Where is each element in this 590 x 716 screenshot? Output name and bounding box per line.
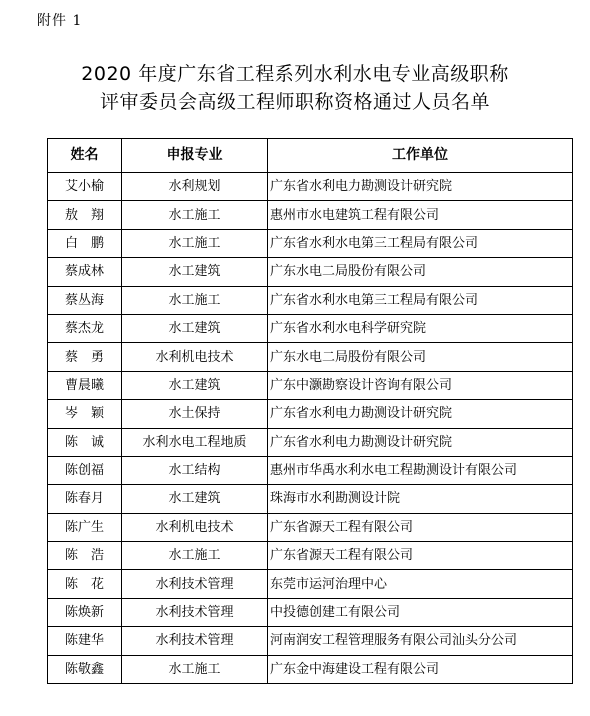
table-row [48, 314, 573, 342]
cell-unit: 东莞市运河治理中心 [268, 570, 573, 598]
cell-major: 水工施工 [122, 655, 268, 683]
cell-major: 水工建筑 [122, 371, 268, 399]
cell-unit: 河南润安工程管理服务有限公司汕头分公司 [268, 627, 573, 655]
cell-unit: 广东省源天工程有限公司 [268, 513, 573, 541]
approved-personnel-table [47, 138, 573, 684]
attachment-label: 附件 1 [37, 13, 83, 29]
cell-unit: 广东省源天工程有限公司 [268, 542, 573, 570]
header-row [48, 139, 573, 173]
cell-major: 水工施工 [122, 229, 268, 257]
cell-name: 蔡成林 [48, 258, 122, 286]
cell-major: 水利机电技术 [122, 343, 268, 371]
cell-unit: 广东省水利电力勘测设计研究院 [268, 400, 573, 428]
cell-major: 水工结构 [122, 456, 268, 484]
table-row [48, 655, 573, 683]
cell-name: 陈敬鑫 [48, 655, 122, 683]
cell-name: 陈焕新 [48, 598, 122, 626]
cell-unit: 广东省水利电力勘测设计研究院 [268, 428, 573, 456]
cell-unit: 广东水电二局股份有限公司 [268, 258, 573, 286]
document-title-line1: 2020 年度广东省工程系列水利水电专业高级职称 [81, 63, 509, 85]
cell-name: 陈创福 [48, 456, 122, 484]
table-row [48, 371, 573, 399]
table-row [48, 627, 573, 655]
table-row [48, 400, 573, 428]
cell-name: 陈 诚 [48, 428, 122, 456]
table-row [48, 485, 573, 513]
cell-name: 敖 翔 [48, 201, 122, 229]
cell-unit: 中投德创建工有限公司 [268, 598, 573, 626]
cell-name: 陈 花 [48, 570, 122, 598]
table-row [48, 229, 573, 257]
cell-major: 水利规划 [122, 173, 268, 201]
cell-name: 蔡 勇 [48, 343, 122, 371]
cell-name: 陈春月 [48, 485, 122, 513]
cell-major: 水工建筑 [122, 485, 268, 513]
table-row [48, 343, 573, 371]
cell-name: 白 鹏 [48, 229, 122, 257]
cell-major: 水利技术管理 [122, 598, 268, 626]
cell-name: 蔡杰龙 [48, 314, 122, 342]
table-row [48, 542, 573, 570]
cell-unit: 珠海市水利勘测设计院 [268, 485, 573, 513]
cell-unit: 惠州市水电建筑工程有限公司 [268, 201, 573, 229]
cell-major: 水工施工 [122, 286, 268, 314]
cell-major: 水工建筑 [122, 258, 268, 286]
cell-unit: 惠州市华禹水利水电工程勘测设计有限公司 [268, 456, 573, 484]
cell-unit: 广东省水利电力勘测设计研究院 [268, 173, 573, 201]
cell-unit: 广东金中海建设工程有限公司 [268, 655, 573, 683]
table-header [48, 139, 573, 173]
cell-major: 水工施工 [122, 201, 268, 229]
header-unit: 工作单位 [268, 139, 573, 173]
cell-major: 水利技术管理 [122, 627, 268, 655]
cell-name: 曹晨曦 [48, 371, 122, 399]
cell-name: 岑 颖 [48, 400, 122, 428]
cell-name: 陈 浩 [48, 542, 122, 570]
table-row [48, 428, 573, 456]
cell-unit: 广东省水利水电科学研究院 [268, 314, 573, 342]
table-row [48, 258, 573, 286]
cell-major: 水土保持 [122, 400, 268, 428]
table-row [48, 201, 573, 229]
cell-name: 艾小榆 [48, 173, 122, 201]
cell-name: 陈广生 [48, 513, 122, 541]
table-row [48, 286, 573, 314]
table-row [48, 513, 573, 541]
cell-unit: 广东省水利水电第三工程局有限公司 [268, 286, 573, 314]
cell-major: 水利技术管理 [122, 570, 268, 598]
document-title-line2: 评审委员会高级工程师职称资格通过人员名单 [99, 91, 490, 113]
table-row [48, 570, 573, 598]
cell-major: 水利水电工程地质 [122, 428, 268, 456]
cell-major: 水工施工 [122, 542, 268, 570]
cell-unit: 广东水电二局股份有限公司 [268, 343, 573, 371]
cell-major: 水利机电技术 [122, 513, 268, 541]
cell-major: 水工建筑 [122, 314, 268, 342]
cell-unit: 广东省水利水电第三工程局有限公司 [268, 229, 573, 257]
cell-name: 陈建华 [48, 627, 122, 655]
header-name: 姓名 [48, 139, 122, 173]
table-row [48, 456, 573, 484]
cell-unit: 广东中灏勘察设计咨询有限公司 [268, 371, 573, 399]
table-body [48, 173, 573, 684]
table-row [48, 173, 573, 201]
header-major: 申报专业 [122, 139, 268, 173]
table-row [48, 598, 573, 626]
cell-name: 蔡丛海 [48, 286, 122, 314]
